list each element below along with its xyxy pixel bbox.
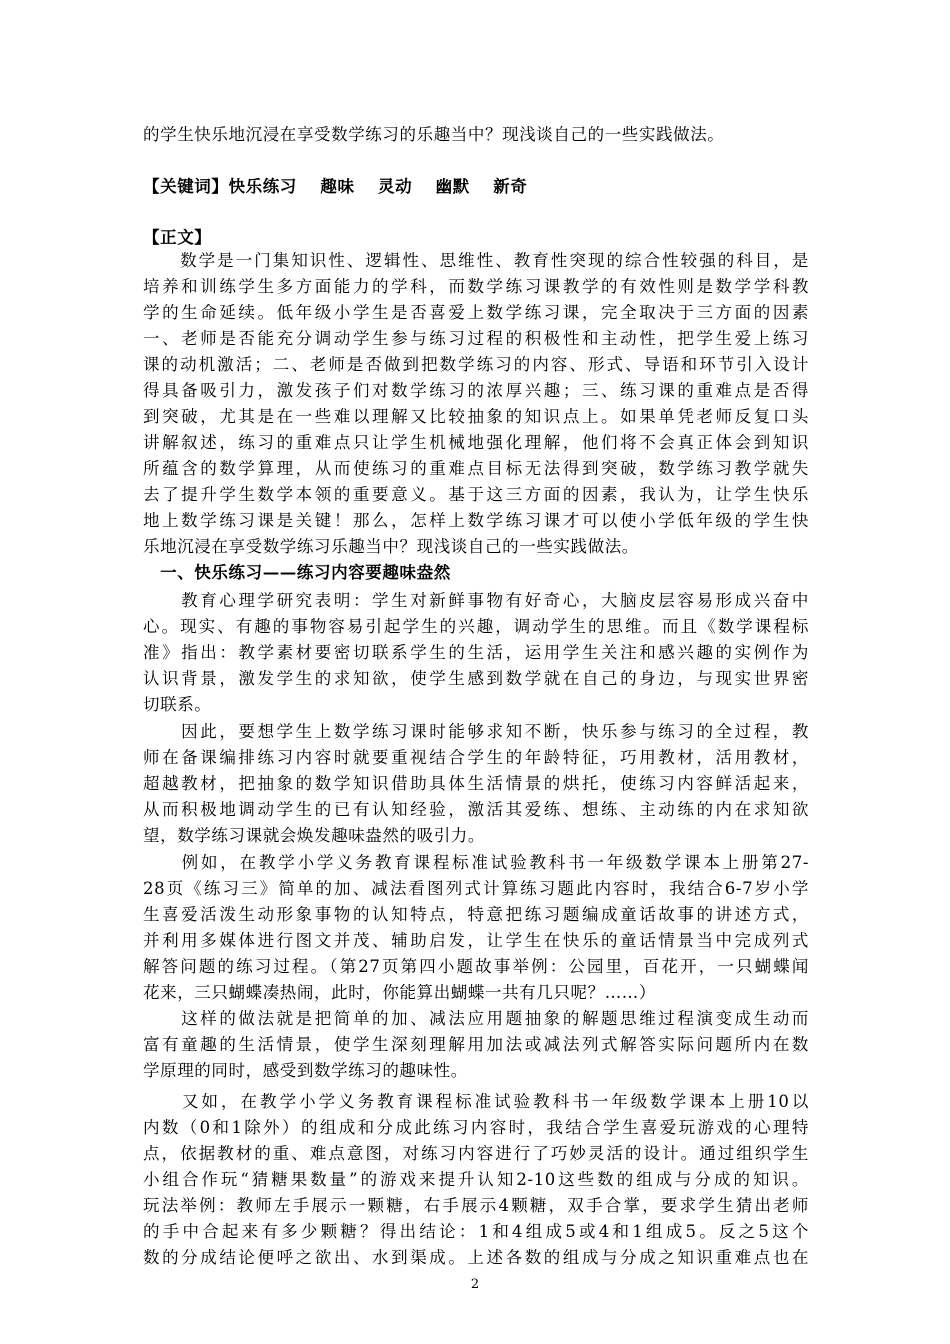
para1-line: 培养和训练学生多方面能力的学科，而数学练习课教学的有效性则是数学学科教 <box>143 277 809 296</box>
para3-line: 从而积极地调动学生的已有认知经验，激活其爱练、想练、主动练的内在求知欲 <box>143 800 809 819</box>
para4-line: 解答问题的练习过程。（第27页第四小题故事举例：公园里，百花开，一只蝴蝶闻 <box>143 957 809 976</box>
para2-line: 切联系。 <box>143 695 212 714</box>
para1-line: 讲解叙述，练习的重难点只让学生机械地强化理解，他们将不会真正体会到知识 <box>143 433 809 452</box>
para4-line: 生喜爱活泼生动形象事物的认知特点，特意把练习题编成童话故事的讲述方式， <box>143 905 809 924</box>
para6-line: 玩法举例：教师左手展示一颗糖，右手展示4颗糖，双手合掌，要求学生猜出老师 <box>143 1196 809 1215</box>
para1-line: 一、老师是否能充分调动学生参与练习过程的积极性和主动性，把学生爱上练习 <box>143 329 809 348</box>
para2-line: 教育心理学研究表明：学生对新鲜事物有好奇心，大脑皮层容易形成兴奋中 <box>143 591 809 610</box>
para6-line: 又如，在教学小学义务教育课程标准试验教科书一年级数学课本上册10以 <box>143 1092 809 1111</box>
para4-line: 28页《练习三》简单的加、减法看图列式计算练习题此内容时，我结合6-7岁小学 <box>143 879 809 898</box>
para6-line: 点，依据教材的重、难点意图，对练习内容进行了巧妙灵活的设计。通过组织学生 <box>143 1144 809 1163</box>
para3-line: 因此，要想学生上数学练习课时能够求知不断，快乐参与练习的全过程，教 <box>143 722 809 741</box>
para6-line: 数的分成结论便呼之欲出、水到渠成。上述各数的组成与分成之知识重难点也在 <box>143 1248 809 1267</box>
para1-line: 得具备吸引力，激发孩子们对数学练习的浓厚兴趣；三、练习课的重难点是否得 <box>143 381 809 400</box>
para3-line: 师在备课编排练习内容时就要重视结合学生的年龄特征，巧用教材，活用教材， <box>143 748 809 767</box>
para6-line: 内数（0和1除外）的组成和分成此练习内容时，我结合学生喜爱玩游戏的心理特 <box>143 1118 809 1137</box>
para5-line: 学原理的同时，感受到数学练习的趣味性。 <box>143 1061 468 1080</box>
para4-line: 花来，三只蝴蝶凑热闹，此时，你能算出蝴蝶一共有几只呢？……） <box>143 983 656 1002</box>
para2-line: 心。现实、有趣的事物容易引起学生的兴趣，调动学生的思维。而且《数学课程标 <box>143 617 809 636</box>
para1-line: 地上数学练习课是关键！那么，怎样上数学练习课才可以使小学低年级的学生快 <box>143 511 809 530</box>
section-heading: 一、快乐练习——练习内容要趣味盎然 <box>143 563 451 582</box>
para1-line: 数学是一门集知识性、逻辑性、思维性、教育性突现的综合性较强的科目，是 <box>143 251 809 270</box>
para2-line: 准》指出：教学素材要密切联系学生的生活，运用学生关注和感兴趣的实例作为 <box>143 643 809 662</box>
para1-line: 学的生命延续。低年级小学生是否喜爱上数学练习课，完全取决于三方面的因素 <box>143 303 809 322</box>
para4-line: 例如，在教学小学义务教育课程标准试验教科书一年级数学课本上册第27- <box>143 853 809 872</box>
body-heading: 【正文】 <box>143 228 212 247</box>
para3-line: 超越教材，把抽象的数学知识借助具体生活情景的烘托，使练习内容鲜活起来， <box>143 774 809 793</box>
intro-tail-line: 的学生快乐地沉浸在享受数学练习的乐趣当中？现浅谈自己的一些实践做法。 <box>143 125 725 144</box>
para6-line: 的手中合起来有多少颗糖？得出结论：1和4组成5或4和1组成5。反之5这个 <box>143 1222 809 1241</box>
para5-line: 这样的做法就是把简单的加、减法应用题抽象的解题思维过程演变成生动而 <box>143 1009 809 1028</box>
para1-line: 去了提升学生数学本领的重要意义。基于这三方面的因素，我认为，让学生快乐 <box>143 485 809 504</box>
para1-line: 课的动机激活；二、老师是否做到把数学练习的内容、形式、导语和环节引入设计 <box>143 355 809 374</box>
keywords-line: 【关键词】快乐练习 趣味 灵动 幽默 新奇 <box>143 177 528 196</box>
page-number: 2 <box>470 1277 480 1292</box>
para3-line: 望，数学练习课就会焕发趣味盎然的吸引力。 <box>143 826 485 845</box>
para1-line: 乐地沉浸在享受数学练习乐趣当中？现浅谈自己的一些实践做法。 <box>143 537 639 556</box>
para1-line: 到突破，尤其是在一些难以理解又比较抽象的知识点上。如果单凭老师反复口头 <box>143 407 809 426</box>
para2-line: 认识背景，激发学生的求知欲，使学生感到数学就在自己的身边，与现实世界密 <box>143 669 809 688</box>
para6-line: 小组合作玩“猜糖果数量”的游戏来提升认知2-10这些数的组成与分成的知识。 <box>143 1170 809 1189</box>
para5-line: 富有童趣的生活情景，使学生深刻理解用加法或减法列式解答实际问题所内在数 <box>143 1035 809 1054</box>
para4-line: 并利用多媒体进行图文并茂、辅助启发，让学生在快乐的童话情景当中完成列式 <box>143 931 809 950</box>
para1-line: 所蕴含的数学算理，从而使练习的重难点目标无法得到突破，数学练习教学就失 <box>143 459 809 478</box>
